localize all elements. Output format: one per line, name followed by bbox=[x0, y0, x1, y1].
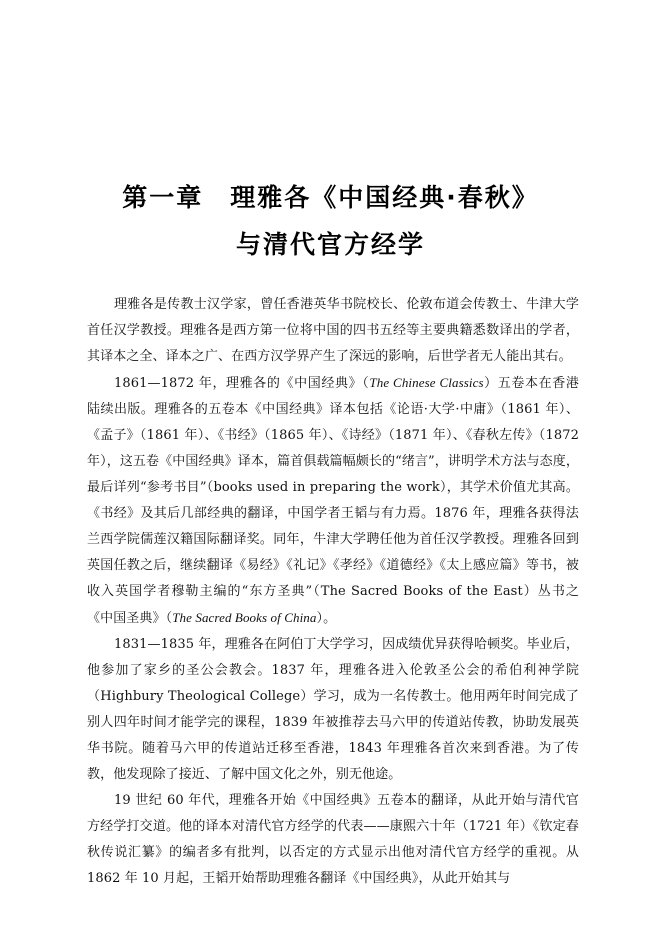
paragraph-2-part-c: ）五卷本在香港陆续出版。理雅各的五卷本《中国经典》译本包括《论语·大学·中庸》（1861 年）、《孟子》（1861 年）、《书经》（1865 年）、《诗经》（1871 年）、《春秋左传》（1872 年），这五卷《中国经典》译本，篇首俱载篇幅颇长的“绪言”，讲明学术方法与态度，最后详列“参考书目”（books used in preparing the work），其学术价值尤其高。《书经》及其后几部经典的翻译，中国学者王韬与有力焉。1876 年，理雅各获得法兰西学院儒莲汉籍国际翻译奖。同年，牛津大学聘任他为首任汉学教授。理雅各回到英国任教之后，继续翻译《易经》《礼记》《孝经》《道德经》《太上感应篇》等书，被收入英国学者穆勒主编的“东方圣典”（The Sacred Books of the East）丛书之《中国圣典》（ bbox=[87, 376, 579, 626]
paragraph-1: 理雅各是传教士汉学家，曾任香港英华书院校长、伦敦布道会传教士、牛津大学首任汉学教授。理雅各是西方第一位将中国的四书五经等主要典籍悉数译出的学者，其译本之全、译本之广、在西方汉学界产生了深远的影响，后世学者无人能出其右。 bbox=[87, 297, 579, 364]
paragraph-4: 19 世纪 60 年代，理雅各开始《中国经典》五卷本的翻译，从此开始与清代官方经学打交道。他的译本对清代官方经学的代表——康熙六十年（1721 年）《钦定春秋传说汇纂》的编者多有批判，以否定的方式显示出他对清代官方经学的重视。从 1862 年 10 月起，王韬开始帮助理雅各翻译《中国经典》，从此开始其与 bbox=[87, 793, 579, 886]
paragraph-3: 1831—1835 年，理雅各在阿伯丁大学学习，因成绩优异获得哈顿奖。毕业后，他参加了家乡的圣公会教会。1837 年，理雅各进入伦敦圣公会的希伯利神学院（Highbury Theological College）学习，成为一名传教士。他用两年时间完成了别人四年时间才能学完的课程，1839 年被推荐去马六甲的传道站传教，协助发展英华书院。随着马六甲的传道站迁移至香港，1843 年理雅各首次来到香港。为了传教，他发现除了接近、了解中国文化之外，别无他途。 bbox=[87, 637, 579, 782]
paragraph-2-part-e: ）。 bbox=[316, 611, 337, 626]
paragraph-2 bbox=[87, 370, 579, 632]
sacred-books-of-china-title: The Sacred Books of China bbox=[172, 610, 317, 625]
chapter-title-line2: 与清代官方经学 bbox=[235, 230, 425, 259]
chinese-classics-title: The Chinese Classics bbox=[369, 375, 484, 390]
chapter-title-line1: 第一章 理雅各《中国经典·春秋》 bbox=[122, 183, 539, 212]
body-text bbox=[87, 292, 579, 892]
paragraph-2-part-a: 1861—1872 年，理雅各的《中国经典》（ bbox=[114, 376, 370, 391]
